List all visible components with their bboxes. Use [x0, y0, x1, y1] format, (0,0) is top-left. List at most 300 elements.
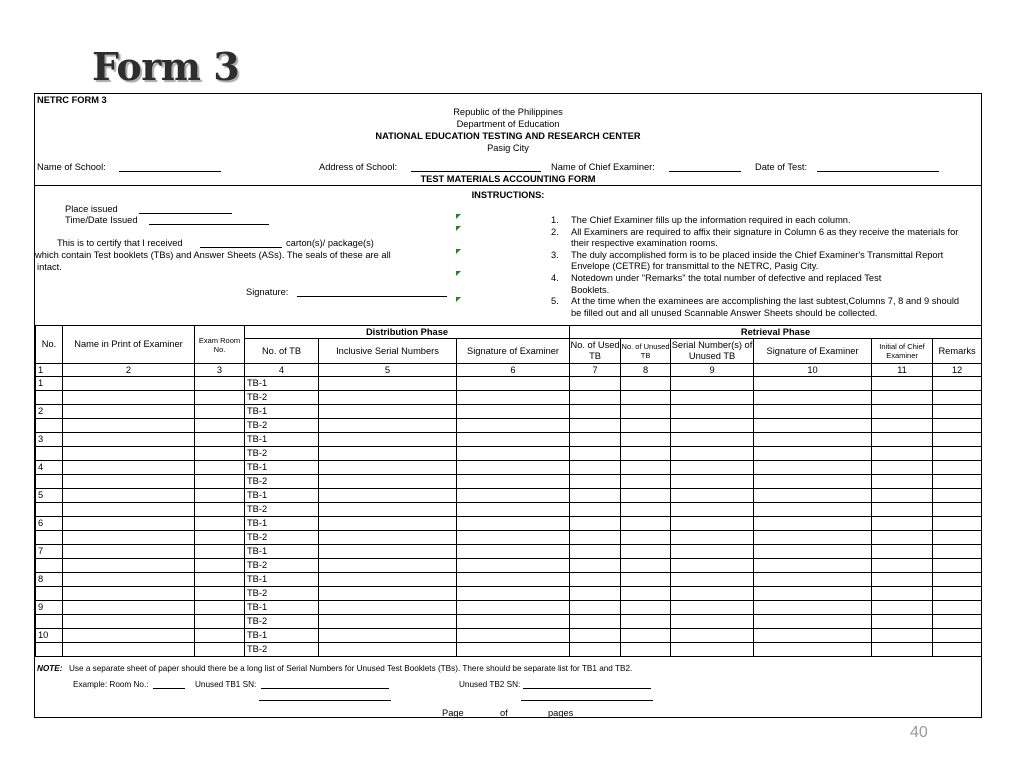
school-name-line[interactable]	[119, 162, 221, 172]
entry-cell[interactable]	[621, 419, 671, 433]
entry-cell[interactable]	[621, 447, 671, 461]
entry-cell[interactable]	[319, 643, 457, 657]
entry-cell[interactable]	[195, 601, 245, 615]
distribution-phase-header: Distribution Phase	[245, 326, 570, 339]
entry-cell[interactable]	[872, 545, 933, 559]
tb-label-cell: TB-1	[245, 517, 319, 531]
entry-cell[interactable]	[195, 461, 245, 475]
entry-cell[interactable]	[933, 601, 982, 615]
entry-cell[interactable]	[63, 447, 195, 461]
row-number-cell	[36, 475, 63, 489]
entry-cell[interactable]	[933, 517, 982, 531]
unused-tb1-label: Unused TB1 SN:	[195, 680, 257, 689]
note-text: Use a separate sheet of paper should there be a long list of Serial Numbers for Unused Test Booklets (TBs). There should be separate list for TB1 and TB2.	[69, 664, 633, 673]
entry-cell[interactable]	[457, 545, 570, 559]
entry-cell[interactable]	[195, 615, 245, 629]
entry-cell[interactable]	[671, 615, 754, 629]
entry-cell[interactable]	[195, 587, 245, 601]
entry-cell[interactable]	[63, 643, 195, 657]
entry-cell[interactable]	[933, 615, 982, 629]
entry-cell[interactable]	[671, 503, 754, 517]
entry-cell[interactable]	[63, 559, 195, 573]
entry-cell[interactable]	[933, 475, 982, 489]
entry-cell[interactable]	[872, 489, 933, 503]
instruction-text: All Examiners are required to affix their signature in Column 6 as they receive the materials for their respective examination rooms.	[571, 226, 959, 249]
entry-cell[interactable]	[570, 517, 621, 531]
tb-label-cell: TB-1	[245, 545, 319, 559]
table-row	[36, 419, 982, 433]
row-number-cell: 10	[36, 629, 63, 643]
entry-cell[interactable]	[63, 545, 195, 559]
signature-line[interactable]	[297, 287, 447, 297]
entry-cell[interactable]	[319, 419, 457, 433]
entry-cell[interactable]	[872, 447, 933, 461]
entry-cell[interactable]	[933, 643, 982, 657]
place-issued-line[interactable]	[139, 204, 232, 214]
entry-cell[interactable]	[570, 531, 621, 545]
entry-cell[interactable]	[872, 573, 933, 587]
entry-cell[interactable]	[933, 629, 982, 643]
instruction-list	[551, 215, 981, 321]
entry-cell[interactable]	[621, 643, 671, 657]
header-initial-chief: Initial of Chief Examiner	[872, 339, 933, 364]
row-number-cell	[36, 391, 63, 405]
table-row	[36, 601, 982, 615]
entry-cell[interactable]	[621, 587, 671, 601]
entry-cell[interactable]	[457, 517, 570, 531]
entry-cell[interactable]	[872, 615, 933, 629]
entry-cell[interactable]	[570, 545, 621, 559]
entry-cell[interactable]	[195, 629, 245, 643]
table-row	[36, 489, 982, 503]
entry-cell[interactable]	[457, 629, 570, 643]
entry-cell[interactable]	[457, 377, 570, 391]
column-number: 2	[63, 364, 195, 377]
entry-cell[interactable]	[754, 517, 872, 531]
label-school-name: Name of School:	[37, 162, 106, 172]
entry-cell[interactable]	[872, 629, 933, 643]
entry-cell[interactable]	[933, 377, 982, 391]
entry-cell[interactable]	[621, 601, 671, 615]
column-number-row	[36, 364, 982, 377]
entry-cell[interactable]	[319, 391, 457, 405]
entry-cell[interactable]	[195, 377, 245, 391]
entry-cell[interactable]	[195, 447, 245, 461]
entry-cell[interactable]	[621, 391, 671, 405]
entry-cell[interactable]	[754, 559, 872, 573]
entry-cell[interactable]	[621, 573, 671, 587]
entry-cell[interactable]	[319, 503, 457, 517]
entry-cell[interactable]	[63, 573, 195, 587]
instruction-item	[551, 215, 981, 227]
entry-cell[interactable]	[872, 461, 933, 475]
entry-cell[interactable]	[754, 405, 872, 419]
entry-cell[interactable]	[570, 503, 621, 517]
entry-cell[interactable]	[319, 615, 457, 629]
entry-cell[interactable]	[671, 531, 754, 545]
entry-cell[interactable]	[63, 489, 195, 503]
column-number: 10	[754, 364, 872, 377]
entry-cell[interactable]	[319, 377, 457, 391]
entry-cell[interactable]	[754, 615, 872, 629]
entry-cell[interactable]	[671, 489, 754, 503]
entry-cell[interactable]	[671, 559, 754, 573]
entry-cell[interactable]	[671, 405, 754, 419]
page-number-line[interactable]	[469, 708, 495, 718]
unused-tb1-line-2[interactable]	[259, 691, 391, 701]
tb-label-cell: TB-2	[245, 475, 319, 489]
entry-cell[interactable]	[457, 601, 570, 615]
entry-cell[interactable]	[195, 433, 245, 447]
column-number: 7	[570, 364, 621, 377]
table-row	[36, 447, 982, 461]
header-department: Department of Education	[456, 119, 560, 129]
comment-marker	[456, 249, 461, 254]
entry-cell[interactable]	[754, 447, 872, 461]
unused-tb1-line[interactable]	[261, 679, 389, 689]
entry-cell[interactable]	[195, 573, 245, 587]
entry-cell[interactable]	[621, 475, 671, 489]
entry-cell[interactable]	[457, 587, 570, 601]
entry-cell[interactable]	[319, 489, 457, 503]
tb-label-cell: TB-2	[245, 503, 319, 517]
certify-text-3: intact.	[37, 262, 62, 272]
entry-cell[interactable]	[195, 559, 245, 573]
entry-cell[interactable]	[570, 587, 621, 601]
entry-cell[interactable]	[570, 419, 621, 433]
column-number: 8	[621, 364, 671, 377]
entry-cell[interactable]	[570, 489, 621, 503]
entry-cell[interactable]	[754, 475, 872, 489]
column-number: 5	[319, 364, 457, 377]
entry-cell[interactable]	[570, 461, 621, 475]
entry-cell[interactable]	[457, 559, 570, 573]
entry-cell[interactable]	[63, 475, 195, 489]
entry-cell[interactable]	[671, 377, 754, 391]
entry-cell[interactable]	[457, 405, 570, 419]
entry-cell[interactable]	[671, 573, 754, 587]
entry-cell[interactable]	[754, 433, 872, 447]
entry-cell[interactable]	[63, 391, 195, 405]
entry-cell[interactable]	[63, 461, 195, 475]
tb-label-cell: TB-1	[245, 433, 319, 447]
entry-cell[interactable]	[933, 531, 982, 545]
tb-label-cell: TB-2	[245, 391, 319, 405]
tb-label-cell: TB-2	[245, 615, 319, 629]
label-date-of-test: Date of Test:	[755, 162, 808, 172]
entry-cell[interactable]	[872, 517, 933, 531]
entry-cell[interactable]	[872, 433, 933, 447]
entry-cell[interactable]	[63, 601, 195, 615]
entry-cell[interactable]	[570, 559, 621, 573]
entry-cell[interactable]	[319, 405, 457, 419]
instruction-number: 2.	[551, 226, 559, 237]
entry-cell[interactable]	[319, 475, 457, 489]
entry-cell[interactable]	[872, 419, 933, 433]
table-row	[36, 587, 982, 601]
instruction-text: At the time when the examinees are accomplishing the last subtest,Columns 7, 8 and 9 should be filled out and all unused Scannable Answer Sheets should be collected.	[571, 296, 960, 318]
entry-cell[interactable]	[570, 629, 621, 643]
table-row	[36, 573, 982, 587]
certify-text-2: which contain Test booklets (TBs) and Answer Sheets (ASs). The seals of these are all	[35, 250, 391, 260]
entry-cell[interactable]	[754, 643, 872, 657]
header-center: NATIONAL EDUCATION TESTING AND RESEARCH CENTER	[375, 131, 641, 141]
entry-cell[interactable]	[63, 377, 195, 391]
entry-cell[interactable]	[63, 517, 195, 531]
column-number: 11	[872, 364, 933, 377]
tb-label-cell: TB-2	[245, 531, 319, 545]
entry-cell[interactable]	[933, 559, 982, 573]
entry-cell[interactable]	[671, 433, 754, 447]
column-number: 3	[195, 364, 245, 377]
entry-cell[interactable]	[754, 489, 872, 503]
entry-cell[interactable]	[872, 601, 933, 615]
entry-cell[interactable]	[195, 419, 245, 433]
entry-cell[interactable]	[671, 601, 754, 615]
entry-cell[interactable]	[457, 461, 570, 475]
entry-cell[interactable]	[319, 433, 457, 447]
entry-cell[interactable]	[570, 391, 621, 405]
entry-cell[interactable]	[671, 419, 754, 433]
note-label-text: NOTE:	[37, 664, 63, 673]
unused-tb2-line[interactable]	[523, 679, 651, 689]
tb-label-cell: TB-1	[245, 573, 319, 587]
header-city: Pasig City	[487, 143, 529, 153]
entry-cell[interactable]	[319, 517, 457, 531]
header-no-of-tb: No. of TB	[245, 339, 319, 364]
column-number: 9	[671, 364, 754, 377]
entry-cell[interactable]	[570, 643, 621, 657]
table-row	[36, 531, 982, 545]
label-chief-examiner: Name of Chief Examiner:	[551, 162, 655, 172]
entry-cell[interactable]	[63, 405, 195, 419]
entry-cell[interactable]	[195, 531, 245, 545]
entry-cell[interactable]	[621, 629, 671, 643]
row-number-cell	[36, 531, 63, 545]
entry-cell[interactable]	[872, 531, 933, 545]
entry-cell[interactable]	[872, 587, 933, 601]
entry-cell[interactable]	[671, 643, 754, 657]
entry-cell[interactable]	[457, 433, 570, 447]
header-remarks: Remarks	[933, 339, 982, 364]
entry-cell[interactable]	[570, 615, 621, 629]
slide-number: 40	[910, 724, 928, 741]
entry-cell[interactable]	[457, 615, 570, 629]
entry-cell[interactable]	[621, 405, 671, 419]
entry-cell[interactable]	[933, 503, 982, 517]
entry-cell[interactable]	[621, 503, 671, 517]
entry-cell[interactable]	[457, 489, 570, 503]
date-of-test-line[interactable]	[817, 162, 939, 172]
entry-cell[interactable]	[457, 447, 570, 461]
entry-cell[interactable]	[319, 573, 457, 587]
table-row	[36, 405, 982, 419]
school-address-line[interactable]	[411, 162, 541, 172]
entry-cell[interactable]	[754, 545, 872, 559]
entry-cell[interactable]	[570, 377, 621, 391]
entry-cell[interactable]	[457, 643, 570, 657]
table-row	[36, 629, 982, 643]
entry-cell[interactable]	[933, 489, 982, 503]
row-number-cell	[36, 503, 63, 517]
entry-cell[interactable]	[754, 587, 872, 601]
entry-cell[interactable]	[872, 475, 933, 489]
entry-cell[interactable]	[933, 447, 982, 461]
entry-cell[interactable]	[457, 419, 570, 433]
entry-cell[interactable]	[754, 503, 872, 517]
entry-cell[interactable]	[457, 503, 570, 517]
header-unused-tb: No. of Unused TB	[621, 339, 671, 364]
entry-cell[interactable]	[621, 545, 671, 559]
instruction-number: 3.	[551, 249, 559, 260]
entry-cell[interactable]	[621, 461, 671, 475]
entry-cell[interactable]	[621, 615, 671, 629]
table-row	[36, 643, 982, 657]
entry-cell[interactable]	[872, 559, 933, 573]
entry-cell[interactable]	[933, 461, 982, 475]
tb-label-cell: TB-2	[245, 419, 319, 433]
entry-cell[interactable]	[621, 489, 671, 503]
entry-cell[interactable]	[671, 545, 754, 559]
entry-cell[interactable]	[671, 461, 754, 475]
entry-cell[interactable]	[933, 419, 982, 433]
entry-cell[interactable]	[872, 405, 933, 419]
row-number-cell: 5	[36, 489, 63, 503]
entry-cell[interactable]	[671, 629, 754, 643]
entry-cell[interactable]	[195, 517, 245, 531]
entry-cell[interactable]	[933, 573, 982, 587]
entry-cell[interactable]	[621, 531, 671, 545]
entry-cell[interactable]	[570, 433, 621, 447]
header-serial-numbers: Inclusive Serial Numbers	[319, 339, 457, 364]
entry-cell[interactable]	[319, 545, 457, 559]
entry-cell[interactable]	[195, 503, 245, 517]
entry-cell[interactable]	[933, 405, 982, 419]
entry-cell[interactable]	[195, 643, 245, 657]
entry-cell[interactable]	[195, 475, 245, 489]
entry-cell[interactable]	[570, 405, 621, 419]
entry-cell[interactable]	[457, 391, 570, 405]
entry-cell[interactable]	[319, 461, 457, 475]
entry-cell[interactable]	[319, 587, 457, 601]
tb-label-cell: TB-2	[245, 559, 319, 573]
entry-cell[interactable]	[621, 377, 671, 391]
entry-cell[interactable]	[933, 433, 982, 447]
entry-cell[interactable]	[195, 391, 245, 405]
header-signature-distribution: Signature of Examiner	[457, 339, 570, 364]
entry-cell[interactable]	[754, 391, 872, 405]
entry-cell[interactable]	[754, 461, 872, 475]
comment-marker	[456, 226, 461, 231]
tb-label-cell: TB-1	[245, 377, 319, 391]
entry-cell[interactable]	[671, 391, 754, 405]
entry-cell[interactable]	[671, 475, 754, 489]
entry-cell[interactable]	[754, 573, 872, 587]
row-number-cell	[36, 559, 63, 573]
entry-cell[interactable]	[319, 601, 457, 615]
label-time-date-issued: Time/Date Issued	[65, 215, 138, 225]
table-row	[36, 559, 982, 573]
entry-cell[interactable]	[621, 433, 671, 447]
entry-cell[interactable]	[63, 433, 195, 447]
entry-cell[interactable]	[671, 587, 754, 601]
entry-cell[interactable]	[872, 377, 933, 391]
entry-cell[interactable]	[872, 503, 933, 517]
tb-label-cell: TB-2	[245, 447, 319, 461]
entry-cell[interactable]	[933, 587, 982, 601]
entry-cell[interactable]	[754, 377, 872, 391]
comment-marker	[456, 214, 461, 219]
entry-cell[interactable]	[671, 517, 754, 531]
table-row	[36, 615, 982, 629]
entry-cell[interactable]	[754, 601, 872, 615]
chief-examiner-line[interactable]	[669, 162, 741, 172]
row-number-cell: 1	[36, 377, 63, 391]
entry-cell[interactable]	[457, 531, 570, 545]
entry-cell[interactable]	[933, 391, 982, 405]
entry-cell[interactable]	[872, 391, 933, 405]
entry-cell[interactable]	[754, 419, 872, 433]
entry-cell[interactable]	[195, 545, 245, 559]
entry-cell[interactable]	[621, 517, 671, 531]
entry-cell[interactable]	[319, 629, 457, 643]
row-number-cell: 9	[36, 601, 63, 615]
entry-cell[interactable]	[933, 545, 982, 559]
row-number-cell: 2	[36, 405, 63, 419]
time-date-issued-line[interactable]	[149, 215, 269, 225]
entry-cell[interactable]	[457, 573, 570, 587]
entry-cell[interactable]	[621, 559, 671, 573]
entry-cell[interactable]	[319, 531, 457, 545]
entry-cell[interactable]	[195, 489, 245, 503]
entry-cell[interactable]	[319, 559, 457, 573]
header-serial-unused: Serial Number(s) of Unused TB	[671, 339, 754, 364]
entry-cell[interactable]	[570, 573, 621, 587]
entry-cell[interactable]	[754, 531, 872, 545]
instruction-item	[551, 250, 981, 274]
entry-cell[interactable]	[63, 615, 195, 629]
tb-label-cell: TB-1	[245, 461, 319, 475]
entry-cell[interactable]	[319, 447, 457, 461]
table-row	[36, 433, 982, 447]
instruction-item	[551, 296, 981, 320]
entry-cell[interactable]	[63, 587, 195, 601]
unused-tb2-line-2[interactable]	[521, 691, 653, 701]
slide-title: Form 3	[92, 44, 240, 89]
entry-cell[interactable]	[63, 503, 195, 517]
cartons-count-line[interactable]	[200, 238, 282, 248]
entry-cell[interactable]	[457, 475, 570, 489]
entry-cell[interactable]	[570, 447, 621, 461]
form-title: TEST MATERIALS ACCOUNTING FORM	[420, 174, 596, 184]
tb-label-cell: TB-1	[245, 489, 319, 503]
entry-cell[interactable]	[63, 531, 195, 545]
row-number-cell: 6	[36, 517, 63, 531]
entry-cell[interactable]	[570, 475, 621, 489]
entry-cell[interactable]	[570, 601, 621, 615]
entry-cell[interactable]	[671, 447, 754, 461]
total-pages-line[interactable]	[512, 708, 544, 718]
tb-label-cell: TB-2	[245, 587, 319, 601]
label-signature: Signature:	[246, 287, 289, 297]
entry-cell[interactable]	[63, 419, 195, 433]
entry-cell[interactable]	[754, 629, 872, 643]
entry-cell[interactable]	[63, 629, 195, 643]
entry-cell[interactable]	[872, 643, 933, 657]
entry-cell[interactable]	[195, 405, 245, 419]
example-room-line[interactable]	[153, 679, 185, 689]
tb-label-cell: TB-1	[245, 629, 319, 643]
